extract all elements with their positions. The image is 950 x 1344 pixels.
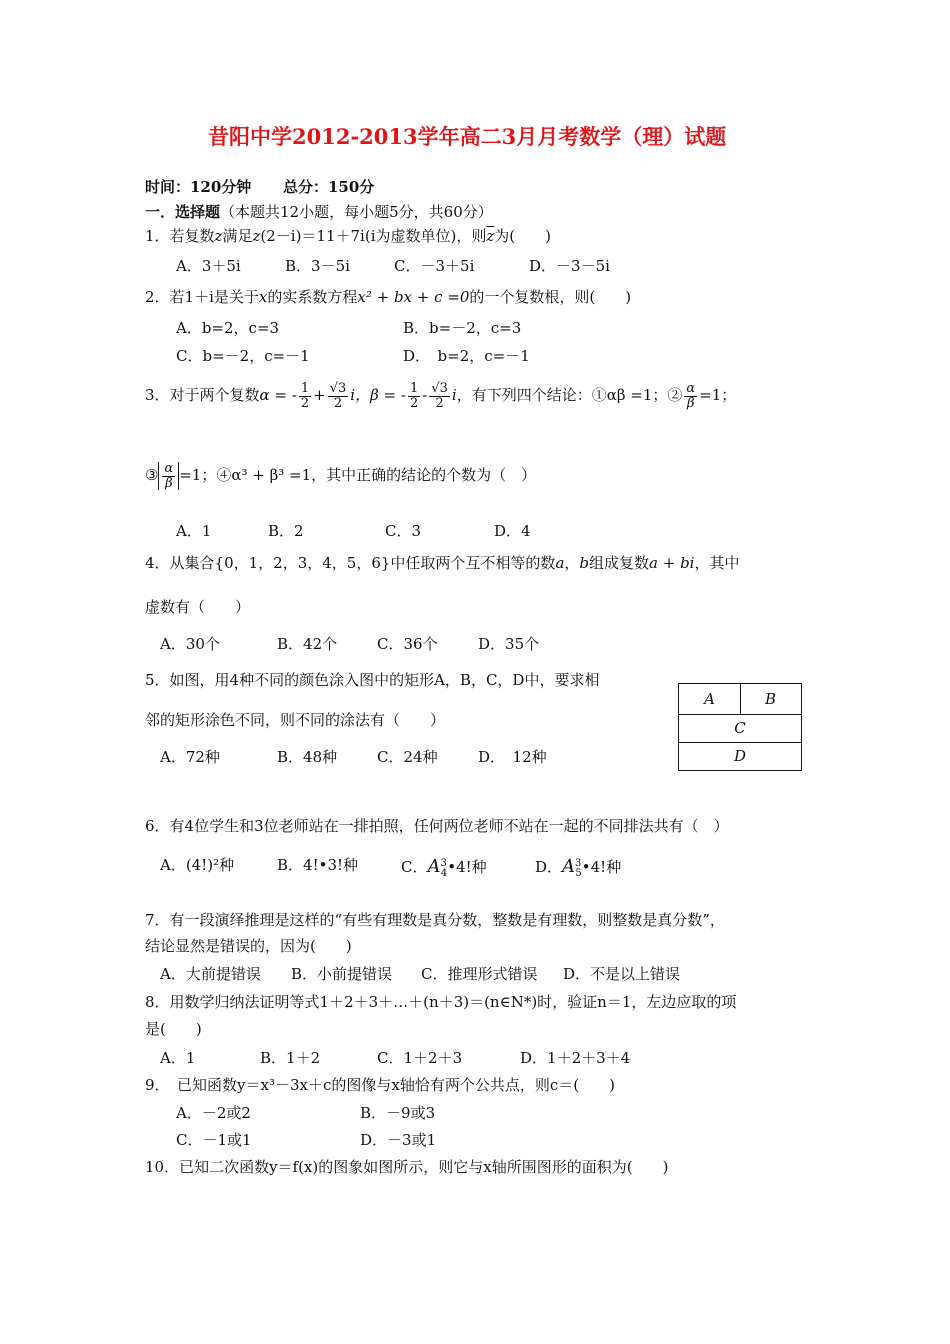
permutation-symbol: A: [427, 856, 441, 877]
section-label: 一．选择题: [145, 203, 221, 221]
question-6-stem: 6．有4位学生和3位老师站在一排拍照，任何两位老师不站在一起的不同排法共有（ ）: [145, 817, 729, 835]
q9-option-a[interactable]: A．－2或2: [176, 1104, 251, 1122]
diagram-row-ab: [679, 684, 801, 715]
fraction-half: $\frac{1}{2}$: [409, 381, 419, 411]
q5-option-a[interactable]: A．72种: [160, 748, 220, 766]
question-3-line2: ③ $\frac{\alpha}{\beta}$ =1；④α³ + β³ =1，其中正确的结论的个数为（ ）: [145, 461, 537, 491]
q8-option-c[interactable]: C．1＋2＋3: [377, 1049, 463, 1067]
z-conjugate: $\overline{z}$: [486, 227, 495, 245]
fraction-half: $\frac{1}{2}$: [300, 381, 310, 411]
question-7-line2: 结论显然是错误的，因为( ): [145, 937, 352, 955]
rect-c: C: [679, 714, 801, 743]
q7-option-d[interactable]: D．不是以上错误: [563, 965, 681, 983]
question-8-line2: 是( ): [145, 1020, 202, 1038]
q1-option-b[interactable]: B．3－5i: [285, 257, 350, 275]
permutation-symbol: A: [562, 856, 576, 877]
q6-option-a[interactable]: A．(4!)²种: [160, 856, 235, 874]
q1-option-d[interactable]: D．－3－5i: [529, 257, 610, 275]
rect-a: A: [679, 684, 741, 714]
section-desc: （本题共12小题，每小题5分，共60分）: [220, 203, 493, 221]
q9-option-c[interactable]: C．－1或1: [176, 1131, 252, 1149]
q6-option-c[interactable]: C．$A^3_4•4$!种: [401, 856, 487, 879]
q3-option-a[interactable]: A．1: [176, 522, 212, 540]
question-1-stem: 1．若复数z满足z(2－i)＝11＋7i(i为虚数单位)，则$\overline{z}$为( ): [145, 227, 551, 245]
q4-option-a[interactable]: A．30个: [160, 635, 220, 653]
q2-option-a[interactable]: A．b=2，c=3: [176, 319, 280, 337]
q6-option-b[interactable]: B．4!•3!种: [277, 856, 359, 874]
q8-option-d[interactable]: D．1＋2＋3＋4: [520, 1049, 631, 1067]
abs-alpha-over-abs-beta: $\frac{\alpha}{\beta}$: [158, 462, 179, 490]
rect-d: D: [733, 746, 747, 765]
exam-score: 总分：150分: [283, 178, 375, 196]
q2-option-d[interactable]: D． b=2，c=－1: [403, 347, 530, 365]
q5-option-c[interactable]: C．24种: [377, 748, 438, 766]
q5-option-d[interactable]: D． 12种: [478, 748, 547, 766]
q3-option-b[interactable]: B．2: [268, 522, 304, 540]
q9-option-b[interactable]: B．－9或3: [360, 1104, 436, 1122]
q4-option-c[interactable]: C．36个: [377, 635, 438, 653]
question-8-line1: 8．用数学归纳法证明等式1＋2＋3＋…＋(n＋3)＝(n∈N*)时，验证n＝1，左边应取的项: [145, 993, 737, 1011]
q6-option-d[interactable]: D．$A^3_5•4$!种: [535, 856, 622, 879]
question-2-stem: 2．若1＋i是关于x的实系数方程x² + bx + c =0的一个复数根，则( ): [145, 288, 632, 306]
question-3-stem: 3．对于两个复数α = - $\frac{1}{2}$ + $\frac{√3}{2}$ i，β = - $\frac{1}{2}$ - $\frac{√3}{2}$ i，有下列四个结论：①αβ =1；② $\frac{\alpha}{\beta}$ =1；: [145, 381, 737, 411]
q5-option-b[interactable]: B．48种: [277, 748, 338, 766]
q3-option-c[interactable]: C．3: [385, 522, 422, 540]
q1-option-a[interactable]: A．3＋5i: [176, 257, 241, 275]
q8-option-b[interactable]: B．1＋2: [260, 1049, 321, 1067]
q4-option-d[interactable]: D．35个: [478, 635, 540, 653]
q2-option-b[interactable]: B．b=－2，c=3: [403, 319, 522, 337]
section-heading: [145, 203, 493, 221]
q4-option-b[interactable]: B．42个: [277, 635, 338, 653]
question-4-line2: 虚数有（ ）: [145, 598, 251, 616]
quadratic-equation: x² + bx + c =0: [357, 288, 470, 306]
question-7-line1: 7．有一段演绎推理是这样的“有些有理数是真分数，整数是有理数，则整数是真分数”，: [145, 911, 725, 929]
q7-option-b[interactable]: B．小前提错误: [291, 965, 393, 983]
q3-option-d[interactable]: D．4: [494, 522, 531, 540]
exam-time: 时间：120分钟: [145, 178, 252, 196]
question-4-stem: 4．从集合{0，1，2，3，4，5，6}中任取两个互不相等的数a，b组成复数a + bi，其中: [145, 554, 740, 572]
fraction-alpha-over-beta: $\frac{\alpha}{\beta}$: [686, 381, 696, 411]
q7-option-a[interactable]: A．大前提错误: [160, 965, 261, 983]
fraction-sqrt3-half: $\frac{√3}{2}$: [431, 381, 448, 411]
question-5-line2: 邻的矩形涂色不同，则不同的涂法有（ ）: [145, 711, 446, 729]
question-9-stem: 9． 已知函数y＝x³－3x＋c的图像与x轴恰有两个公共点，则c＝( ): [145, 1076, 615, 1094]
rectangle-diagram: [678, 683, 802, 771]
q8-option-a[interactable]: A．1: [160, 1049, 196, 1067]
q7-option-c[interactable]: C．推理形式错误: [421, 965, 538, 983]
rect-b: B: [764, 690, 777, 708]
question-10-stem: 10．已知二次函数y＝f(x)的图象如图所示，则它与x轴所围图形的面积为( ): [145, 1158, 669, 1176]
q9-option-d[interactable]: D．－3或1: [360, 1131, 437, 1149]
q2-option-c[interactable]: C．b=－2，c=－1: [176, 347, 310, 365]
question-5-line1: 5．如图，用4种不同的颜色涂入图中的矩形A，B，C，D中，要求相: [145, 671, 600, 689]
fraction-sqrt3-half: $\frac{√3}{2}$: [329, 381, 347, 411]
q1-option-c[interactable]: C．－3＋5i: [394, 257, 475, 275]
page-title: 昔阳中学2012-2013学年高二3月月考数学（理）试题: [208, 124, 727, 149]
